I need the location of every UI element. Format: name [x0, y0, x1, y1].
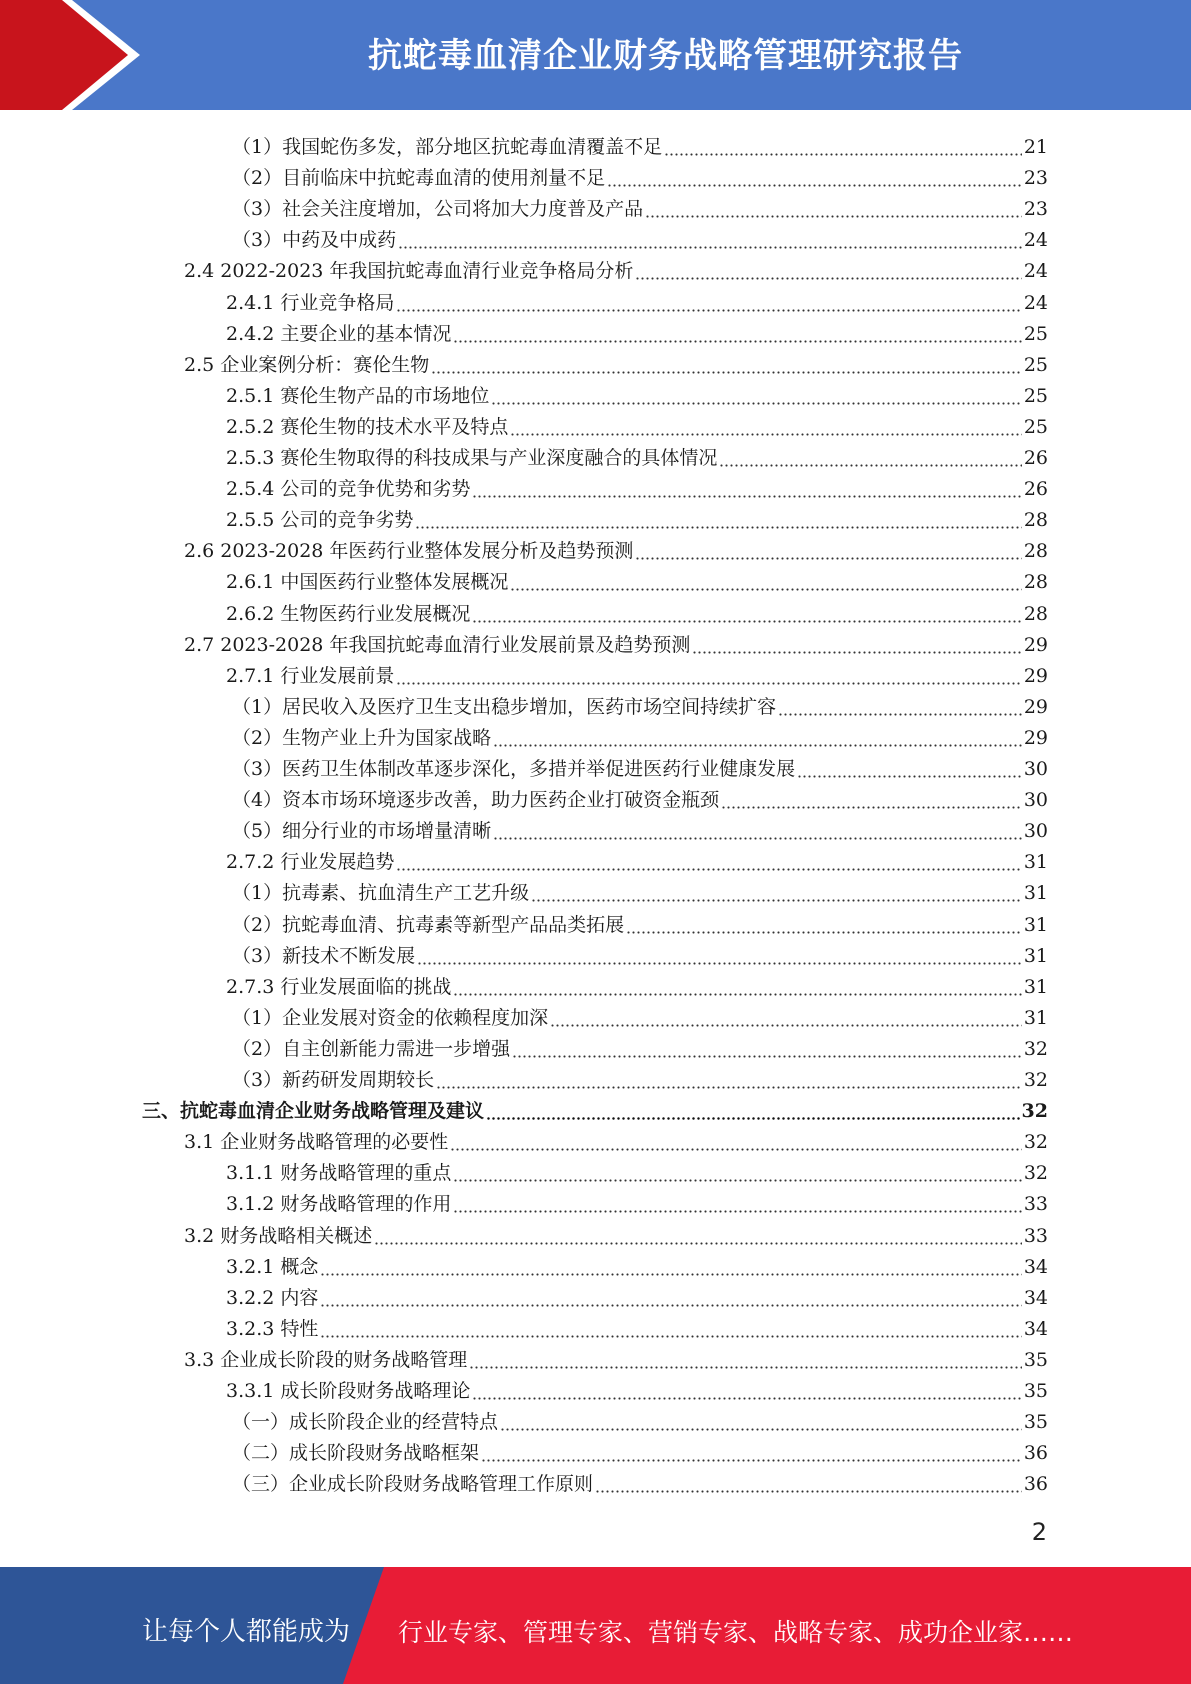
- page-header: [0, 0, 1191, 110]
- toc-entry[interactable]: [226, 470, 1048, 501]
- toc-entry[interactable]: [232, 1465, 1048, 1496]
- toc-entry-page-number: 36: [1023, 1473, 1048, 1496]
- page-footer: [0, 1567, 1191, 1684]
- toc-entry-page-number: 28: [1023, 540, 1048, 563]
- toc-entry-page-number: 35: [1023, 1411, 1048, 1434]
- toc-entry[interactable]: [226, 1279, 1048, 1310]
- toc-entry[interactable]: [232, 1061, 1048, 1092]
- toc-entry-label: （三）企业成长阶段财务战略管理工作原则: [232, 1473, 594, 1496]
- toc-dot-leader: [453, 322, 1021, 346]
- toc-entry-label: 2.5.2 赛伦生物的技术水平及特点: [226, 415, 509, 438]
- toc-entry[interactable]: [232, 1403, 1048, 1434]
- toc-dot-leader: [396, 664, 1021, 688]
- toc-entry[interactable]: [184, 532, 1048, 563]
- toc-entry[interactable]: [226, 1185, 1048, 1216]
- toc-dot-leader: [469, 1348, 1022, 1372]
- toc-entry[interactable]: [226, 1154, 1048, 1185]
- toc-entry-label: （二）成长阶段财务战略框架: [232, 1442, 480, 1465]
- toc-dot-leader: [550, 1006, 1022, 1030]
- toc-entry-label: （2）抗蛇毒血清、抗毒素等新型产品品类拓展: [232, 913, 625, 936]
- toc-dot-leader: [778, 695, 1022, 719]
- toc-dot-leader: [491, 384, 1021, 408]
- toc-dot-leader: [374, 1224, 1022, 1248]
- toc-dot-leader: [645, 197, 1022, 221]
- toc-entry-page-number: 31: [1023, 975, 1048, 998]
- toc-entry[interactable]: [232, 750, 1048, 781]
- toc-entry-label: 2.5.1 赛伦生物产品的市场地位: [226, 384, 490, 407]
- toc-entry-page-number: 31: [1023, 882, 1048, 905]
- toc-entry-page-number: 32: [1021, 1100, 1048, 1123]
- toc-dot-leader: [635, 539, 1021, 563]
- toc-entry-label: 2.4.2 主要企业的基本情况: [226, 322, 452, 345]
- toc-entry-label: （1）企业发展对资金的依赖程度加深: [232, 1006, 549, 1029]
- toc-entry-label: （5）细分行业的市场增量清晰: [232, 820, 492, 843]
- toc-entry[interactable]: [232, 874, 1048, 905]
- toc-entry-label: （3）中药及中成药: [232, 229, 397, 252]
- toc-dot-leader: [453, 975, 1021, 999]
- toc-entry-label: （4）资本市场环境逐步改善，助力医药企业打破资金瓶颈: [232, 789, 720, 812]
- toc-dot-leader: [797, 757, 1022, 781]
- toc-entry-label: 2.5 企业案例分析：赛伦生物: [184, 353, 430, 376]
- toc-entry-page-number: 33: [1023, 1193, 1048, 1216]
- toc-entry-label: 3.1 企业财务战略管理的必要性: [184, 1131, 449, 1154]
- toc-entry[interactable]: [232, 1434, 1048, 1465]
- toc-entry-label: 2.5.4 公司的竞争优势和劣势: [226, 478, 471, 501]
- toc-entry[interactable]: [232, 781, 1048, 812]
- toc-entry[interactable]: [226, 315, 1048, 346]
- toc-entry[interactable]: [226, 439, 1048, 470]
- toc-dot-leader: [450, 1130, 1022, 1154]
- toc-dot-leader: [320, 1286, 1021, 1310]
- toc-entry-page-number: 24: [1023, 229, 1048, 252]
- toc-dot-leader: [635, 259, 1021, 283]
- toc-entry-page-number: 26: [1023, 447, 1048, 469]
- toc-dot-leader: [453, 1192, 1021, 1216]
- toc-entry[interactable]: [184, 626, 1048, 657]
- toc-dot-leader: [415, 508, 1021, 532]
- toc-entry-label: （一）成长阶段企业的经营特点: [232, 1411, 499, 1434]
- toc-entry[interactable]: [226, 408, 1048, 439]
- toc-entry-label: 3.1.2 财务战略管理的作用: [226, 1193, 452, 1216]
- toc-entry[interactable]: [226, 595, 1048, 626]
- toc-entry[interactable]: [226, 501, 1048, 532]
- toc-dot-leader: [510, 570, 1021, 594]
- toc-dot-leader: [472, 477, 1021, 501]
- toc-dot-leader: [493, 819, 1022, 843]
- toc-entry-page-number: 32: [1023, 1069, 1048, 1091]
- toc-entry-label: （2）目前临床中抗蛇毒血清的使用剂量不足: [232, 167, 606, 190]
- toc-entry[interactable]: [232, 1030, 1048, 1061]
- toc-entry-label: 3.1.1 财务战略管理的重点: [226, 1162, 452, 1185]
- toc-entry-page-number: 34: [1023, 1317, 1048, 1340]
- toc-entry[interactable]: [184, 1123, 1048, 1154]
- toc-entry-page-number: 29: [1023, 664, 1048, 687]
- toc-entry-page-number: 35: [1023, 1380, 1048, 1402]
- toc-dot-leader: [607, 166, 1022, 190]
- toc-entry-label: （1）我国蛇伤多发，部分地区抗蛇毒血清覆盖不足: [232, 136, 663, 158]
- toc-entry-label: 3.2.1 概念: [226, 1255, 319, 1278]
- toc-dot-leader: [626, 913, 1022, 937]
- toc-entry[interactable]: [226, 1372, 1048, 1403]
- footer-slogan-right: 行业专家、管理专家、营销专家、战略专家、成功企业家……: [398, 1618, 1074, 1647]
- toc-entry-label: 2.5.3 赛伦生物取得的科技成果与产业深度融合的具体情况: [226, 447, 718, 469]
- report-title: 抗蛇毒血清企业财务战略管理研究报告: [368, 36, 963, 76]
- toc-dot-leader: [417, 944, 1022, 968]
- toc-entry-label: （3）社会关注度增加，公司将加大力度普及产品: [232, 198, 644, 221]
- toc-entry-label: 2.6.1 中国医药行业整体发展概况: [226, 571, 509, 594]
- toc-entry-label: 2.7 2023-2028 年我国抗蛇毒血清行业发展前景及趋势预测: [184, 633, 691, 656]
- toc-entry[interactable]: [232, 688, 1048, 719]
- toc-entry-label: 2.4.1 行业竞争格局: [226, 291, 395, 314]
- toc-entry-label: 三、抗蛇毒血清企业财务战略管理及建议: [142, 1100, 485, 1123]
- toc-entry-page-number: 28: [1023, 571, 1048, 594]
- toc-entry[interactable]: [226, 657, 1048, 688]
- toc-entry-page-number: 25: [1023, 415, 1048, 438]
- toc-dot-leader: [664, 135, 1022, 159]
- toc-entry[interactable]: [184, 1341, 1048, 1372]
- toc-entry-page-number: 30: [1023, 820, 1048, 843]
- toc-entry-label: 2.4 2022-2023 年我国抗蛇毒血清行业竞争格局分析: [184, 260, 634, 283]
- toc-entry-page-number: 21: [1023, 136, 1048, 158]
- toc-entry-page-number: 25: [1023, 384, 1048, 407]
- toc-dot-leader: [531, 881, 1022, 905]
- toc-entry[interactable]: [226, 1248, 1048, 1279]
- toc-dot-leader: [396, 291, 1021, 315]
- toc-entry-label: 2.6.2 生物医药行业发展概况: [226, 602, 471, 625]
- toc-entry-label: （1）抗毒素、抗血清生产工艺升级: [232, 882, 530, 905]
- toc-entry-label: 2.5.5 公司的竞争劣势: [226, 509, 414, 532]
- toc-entry-page-number: 32: [1023, 1162, 1048, 1185]
- toc-dot-leader: [510, 415, 1021, 439]
- toc-dot-leader: [453, 1161, 1021, 1185]
- toc-entry[interactable]: [232, 719, 1048, 750]
- toc-entry-page-number: 26: [1023, 478, 1048, 501]
- toc-entry[interactable]: [232, 812, 1048, 843]
- toc-entry[interactable]: [184, 1217, 1048, 1248]
- toc-entry-page-number: 28: [1023, 509, 1048, 532]
- toc-entry-label: 3.2.3 特性: [226, 1317, 319, 1340]
- toc-entry-label: （3）医药卫生体制改革逐步深化，多措并举促进医药行业健康发展: [232, 758, 796, 780]
- toc-dot-leader: [320, 1317, 1021, 1341]
- toc-entry-page-number: 31: [1023, 913, 1048, 936]
- toc-entry-label: 3.2 财务战略相关概述: [184, 1224, 373, 1247]
- toc-entry-page-number: 25: [1023, 353, 1048, 376]
- toc-entry-page-number: 23: [1023, 198, 1048, 221]
- toc-dot-leader: [431, 353, 1022, 377]
- toc-entry[interactable]: [142, 1092, 1048, 1123]
- toc-entry-page-number: 24: [1023, 260, 1048, 283]
- toc-entry-page-number: 29: [1023, 633, 1048, 656]
- toc-dot-leader: [396, 850, 1021, 874]
- toc-entry-label: （2）生物产业上升为国家战略: [232, 726, 492, 749]
- toc-dot-leader: [398, 228, 1022, 252]
- toc-entry-page-number: 30: [1023, 789, 1048, 812]
- toc-entry-page-number: 32: [1023, 1037, 1048, 1060]
- toc-entry-page-number: 25: [1023, 322, 1048, 345]
- toc-entry[interactable]: [232, 999, 1048, 1030]
- toc-entry[interactable]: [226, 968, 1048, 999]
- toc-dot-leader: [436, 1068, 1022, 1092]
- toc-entry-label: 3.2.2 内容: [226, 1286, 319, 1309]
- toc-entry-page-number: 24: [1023, 291, 1048, 314]
- toc-entry-label: 2.7.2 行业发展趋势: [226, 851, 395, 874]
- toc-entry-page-number: 31: [1023, 944, 1048, 967]
- toc-entry[interactable]: [232, 128, 1048, 159]
- toc-entry[interactable]: [226, 563, 1048, 594]
- toc-entry-label: （3）新技术不断发展: [232, 944, 416, 967]
- toc-entry-label: 3.3 企业成长阶段的财务战略管理: [184, 1348, 468, 1371]
- footer-slogan-left: 让每个人都能成为: [142, 1617, 351, 1647]
- toc-dot-leader: [472, 602, 1021, 626]
- toc-entry-page-number: 32: [1023, 1131, 1048, 1154]
- toc-dot-leader: [719, 446, 1021, 470]
- toc-entry-label: 3.3.1 成长阶段财务战略理论: [226, 1380, 471, 1402]
- toc-entry[interactable]: [232, 906, 1048, 937]
- toc-dot-leader: [692, 633, 1021, 657]
- toc-entry-page-number: 35: [1023, 1348, 1048, 1371]
- toc-entry-page-number: 30: [1023, 758, 1048, 780]
- toc-entry-page-number: 23: [1023, 167, 1048, 190]
- toc-dot-leader: [595, 1472, 1022, 1496]
- toc-dot-leader: [472, 1379, 1021, 1403]
- toc-dot-leader: [481, 1441, 1022, 1465]
- toc-entry-page-number: 33: [1023, 1224, 1048, 1247]
- toc-entry[interactable]: [226, 284, 1048, 315]
- toc-entry[interactable]: [232, 937, 1048, 968]
- toc-dot-leader: [500, 1410, 1022, 1434]
- toc-entry[interactable]: [226, 377, 1048, 408]
- toc-entry-page-number: 34: [1023, 1255, 1048, 1278]
- header-arrow-decoration: [0, 0, 160, 110]
- toc-entry-label: （1）居民收入及医疗卫生支出稳步增加，医药市场空间持续扩容: [232, 695, 777, 718]
- toc-entry-label: （3）新药研发周期较长: [232, 1069, 435, 1091]
- toc-entry[interactable]: [184, 252, 1048, 283]
- toc-entry[interactable]: [226, 843, 1048, 874]
- toc-entry[interactable]: [226, 1310, 1048, 1341]
- toc-dot-leader: [320, 1255, 1021, 1279]
- toc-entry[interactable]: [232, 221, 1048, 252]
- toc-entry-label: （2）自主创新能力需进一步增强: [232, 1037, 511, 1060]
- toc-entry-page-number: 31: [1023, 851, 1048, 874]
- toc-entry-page-number: 36: [1023, 1442, 1048, 1465]
- toc-entry[interactable]: [232, 190, 1048, 221]
- toc-entry-page-number: 29: [1023, 695, 1048, 718]
- toc-entry-page-number: 31: [1023, 1006, 1048, 1029]
- toc-entry-label: 2.7.3 行业发展面临的挑战: [226, 975, 452, 998]
- toc-entry-page-number: 28: [1023, 602, 1048, 625]
- toc-dot-leader: [486, 1099, 1020, 1123]
- toc-entry-label: 2.7.1 行业发展前景: [226, 664, 395, 687]
- toc-entry-page-number: 29: [1023, 726, 1048, 749]
- toc-dot-leader: [721, 788, 1022, 812]
- toc-entry-page-number: 34: [1023, 1286, 1048, 1309]
- toc-entry[interactable]: [184, 346, 1048, 377]
- toc-dot-leader: [493, 726, 1022, 750]
- page-number: 2: [1031, 1518, 1047, 1546]
- toc-entry-label: 2.6 2023-2028 年医药行业整体发展分析及趋势预测: [184, 540, 634, 563]
- toc-entry[interactable]: [232, 159, 1048, 190]
- toc-dot-leader: [512, 1037, 1022, 1061]
